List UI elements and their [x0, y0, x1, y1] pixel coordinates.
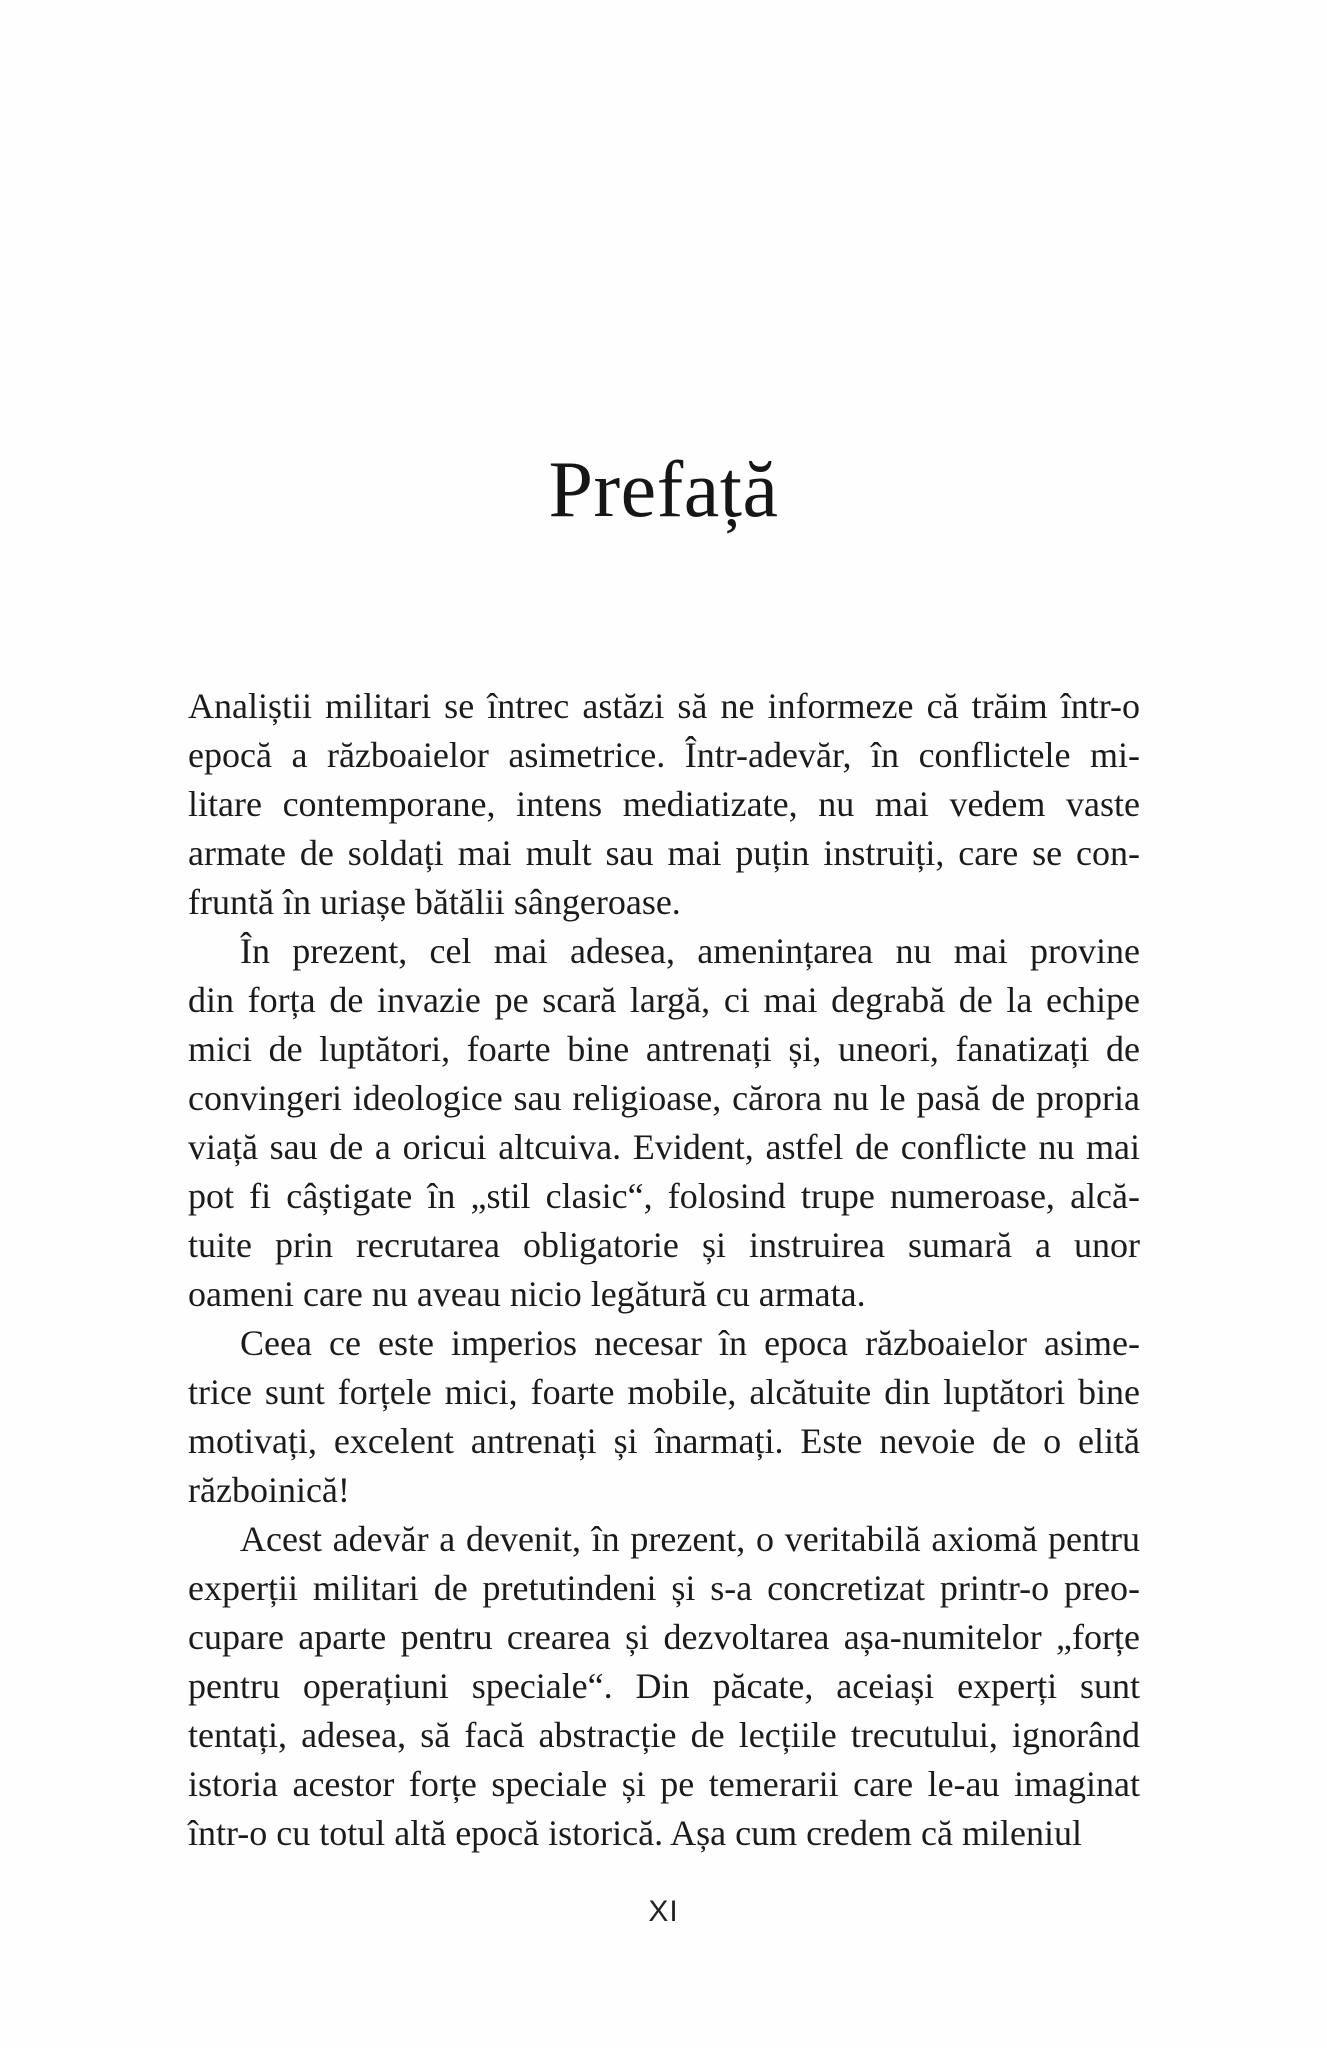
text-line: pentru operațiuni speciale“. Din păcate, aceiași experți sunt [188, 1666, 1140, 1706]
text-line: istoria acestor forțe speciale și pe temerarii care le-au imaginat [188, 1764, 1140, 1804]
text-line: Acest adevăr a devenit, în prezent, o veritabilă axiomă pentru [240, 1519, 1140, 1559]
text-line: Ceea ce este imperios necesar în epoca războaielor asime- [240, 1323, 1140, 1363]
text-line: epocă a războaielor asimetrice. Într-adevăr, în conflictele mi- [188, 735, 1140, 775]
paragraph [188, 1515, 1140, 1858]
text-line: pot fi câștigate în „stil clasic“, folosind trupe numeroase, alcă- [188, 1176, 1140, 1216]
text-line: oameni care nu aveau nicio legătură cu armata. [188, 1274, 866, 1314]
text-line: În prezent, cel mai adesea, amenințarea nu mai provine [240, 931, 1140, 971]
text-line: Analiștii militari se întrec astăzi să ne informeze că trăim într-o [188, 686, 1140, 726]
text-line: trice sunt forțele mici, foarte mobile, alcătuite din luptători bine [188, 1372, 1140, 1412]
chapter-title: Prefață [548, 446, 779, 534]
paragraph [188, 1319, 1140, 1515]
text-line: cupare aparte pentru crearea și dezvoltarea așa-numitelor „forțe [188, 1617, 1140, 1657]
page-number: XI [648, 1895, 679, 1928]
text-line: motivați, excelent antrenați și înarmați. Este nevoie de o elită [188, 1421, 1140, 1461]
text-line: războinică! [188, 1470, 350, 1510]
paragraph [188, 682, 1140, 927]
text-line: tentați, adesea, să facă abstracție de lecțiile trecutului, ignorând [188, 1715, 1140, 1755]
text-line: armate de soldați mai mult sau mai puțin instruiți, care se con- [188, 833, 1140, 873]
text-line: tuite prin recrutarea obligatorie și instruirea sumară a unor [188, 1225, 1140, 1265]
paragraph [188, 927, 1140, 1319]
text-line: experții militari de pretutindeni și s-a concretizat printr-o preo- [188, 1568, 1140, 1608]
text-line: litare contemporane, intens mediatizate, nu mai vedem vaste [188, 784, 1140, 824]
text-line: fruntă în uriașe bătălii sângeroase. [188, 882, 681, 922]
text-line: din forța de invazie pe scară largă, ci mai degrabă de la echipe [188, 980, 1140, 1020]
text-line: mici de luptători, foarte bine antrenați și, uneori, fanatizați de [188, 1029, 1140, 1069]
text-line: viață sau de a oricui altcuiva. Evident, astfel de conflicte nu mai [188, 1127, 1140, 1167]
body-text [188, 682, 1140, 1858]
text-line: convingeri ideologice sau religioase, cărora nu le pasă de propria [188, 1078, 1140, 1118]
text-line: într-o cu totul altă epocă istorică. Așa cum credem că mileniul [188, 1813, 1082, 1853]
